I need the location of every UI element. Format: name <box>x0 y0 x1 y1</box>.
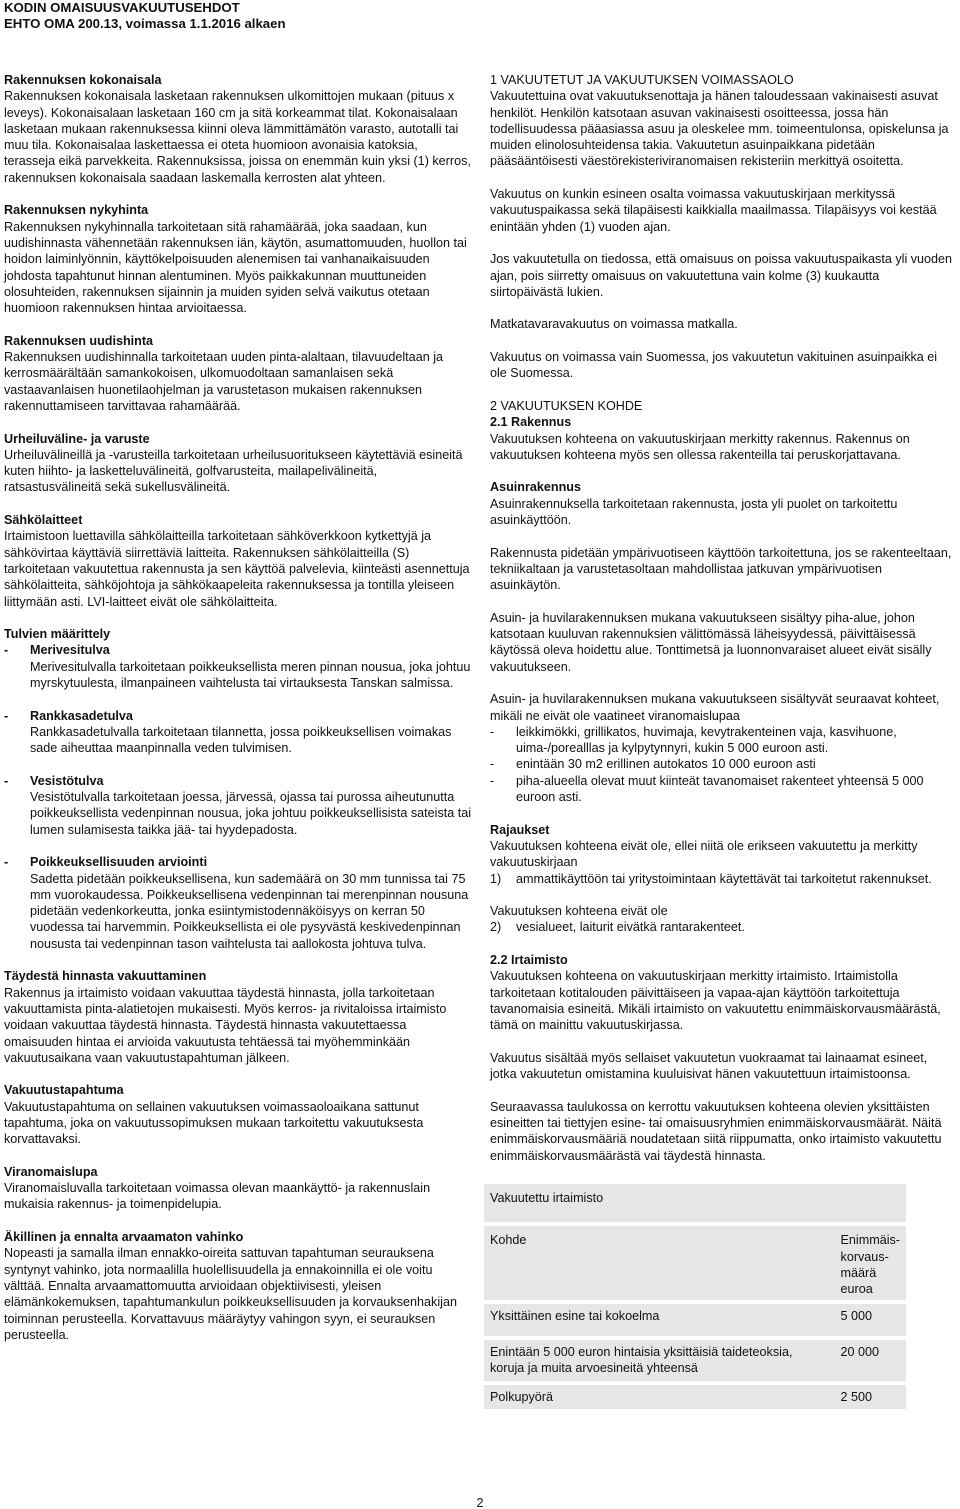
list-item <box>4 642 472 691</box>
section-rajaukset <box>490 822 956 887</box>
dash-marker: - <box>4 855 9 870</box>
list-item <box>4 773 472 838</box>
section-heading: Täydestä hinnasta vakuuttaminen <box>4 969 207 984</box>
section-irtaimisto <box>490 952 956 1033</box>
section-nykyhinta <box>4 202 472 316</box>
section-heading: Rakennuksen kokonaisala <box>4 73 162 87</box>
section-heading: Rakennuksen nykyhinta <box>4 203 149 218</box>
section-heading: Tulvien määrittely <box>4 627 111 642</box>
section-text: Rakennuksen uudishinnalla tarkoitetaan uuden pinta-alaltaan, tilavuudeltaan ja kerrosmäärältään samankokoisen, ulkomuodoltaan samanlaisen sekä vastaavanlaisen huonetilaohjelman ja varustetason mukaisen rakennuksen rakennuttamiseen tarvittavaa rahamäärää. <box>4 350 443 413</box>
paragraph: Jos vakuutetulla on tiedossa, että omaisuus on poissa vakuutuspaikasta yli vuoden ajan, pois siirretty omaisuus on vakuutettuna vain kolme (3) kuukautta siirtopäivästä lukien. <box>490 252 953 299</box>
section-text: Vakuutettuina ovat vakuutuksenottaja ja hänen taloudessaan vakinaisesti asuvat henkilöt. Henkilön katsotaan asuvan vakinaisesti osoitteessa, jossa hän todellisuudessa pääasiassa asuu ja oleskelee mm. toimeentulonsa, opiskelunsa ja muiden elinolosuhteidensa takia. Vakuutetun asuinpaikkana pidetään pääsääntöisesti väestörekisteriviranomaisen rekisteriin merkittyä osoitetta. <box>490 89 949 169</box>
section-text: Vakuutuksen kohteena eivät ole, ellei niitä ole erikseen vakuutettu ja merkitty vakuutuskirjaan <box>490 838 918 870</box>
section-heading: Urheiluväline- ja varuste <box>4 431 150 446</box>
list-number: 1) <box>490 871 502 886</box>
subsection-heading: 2.1 Rakennus <box>490 415 572 430</box>
dash-marker: - <box>4 643 9 658</box>
paragraph: Vakuutus on voimassa vain Suomessa, jos vakuutetun vakituinen asuinpaikka ei ole Suomessa. <box>490 350 938 381</box>
item-text: Rankkasadetulvalla tarkoitetaan tilannetta, jossa poikkeuksellisen voimakas sade aiheuttaa maanpinnalla veden tulvimisen. <box>30 724 452 756</box>
item-text: piha-alueella olevat muut kiinteät tavanomaiset rakenteet yhteensä 5 000 euroon asti. <box>516 773 924 805</box>
list-item <box>4 708 472 757</box>
document-header <box>4 0 286 31</box>
section-vakuutustapahtuma <box>4 1082 472 1147</box>
section-kohteet <box>490 691 956 805</box>
section-uudishinta <box>4 333 472 414</box>
section-heading: Viranomaislupa <box>4 1164 98 1179</box>
item-text: Vesistötulvalla tarkoitetaan joessa, järvessä, ojassa tai purossa aiheutunutta poikkeuksellista vedenpinnan nousua, joka johtuu poikkeuksellisista sateista tai lumen sulamisesta taikka jää- tai hyydepadosta. <box>30 790 472 837</box>
dash-marker: - <box>4 708 9 723</box>
list-number: 2) <box>490 920 502 935</box>
list-item <box>490 756 956 772</box>
paragraph: Asuin- ja huvilarakennuksen mukana vakuutukseen sisältyy piha-alue, johon katsotaan kuuluvan rakennuksien välittömässä läheisyydessä, päivittäisessä käytössä oleva hoidettu alue. Tonttimetsä ja luonnonvaraiset alueet eivät sisälly vakuutukseen. <box>490 610 932 674</box>
section-akillinen <box>4 1229 472 1343</box>
dash-marker: - <box>490 773 495 788</box>
section-text: Rakennus ja irtaimisto voidaan vakuuttaa täydestä hinnasta, jolla tarkoitetaan vakuuttamista pinta-alatietojen mukaisesti. Myös kerros- ja rivitaloissa irtaimisto voidaan vakuuttaa täydestä hinnasta. Täydestä hinnasta vakuutettaessa omaisuuden hintaa ei arvioida vakuutusta tehtäessä tai myöhemminkään vakuutusaikana vaan vakuutustapahtuman jälkeen. <box>4 985 447 1065</box>
section-kokonaisala <box>4 72 472 186</box>
section-heading: Rajaukset <box>490 822 550 837</box>
section-text: Nopeasti ja samalla ilman ennakko-oireita sattuvan tapahtuman seurauksena syntynyt vahinko, jota normaalilla huolellisuudella ja ennakoinnilla ei ole voitu välttää. Ennalta arvaamattomuutta arvioidaan objektiivisesti, yleisen elämänkokemuksen, tapahtumankulun poikkeuksellisuuden ja korvauksenhakijan toiminnan perusteella. Korvattavuus määräytyy vahingon syyn, ei seurauksen perusteella. <box>4 1246 457 1342</box>
table-title: Vakuutettu irtaimisto <box>484 1184 906 1222</box>
table-cell-value: 2 500 <box>835 1385 906 1409</box>
section-kohde <box>490 398 956 463</box>
paragraph: Seuraavassa taulukossa on kerrottu vakuutuksen kohteena olevien yksittäisten esineitten tai tiettyjen esine- tai omaisuusryhmien enimmäiskorvausmäärät. Näitä enimmäiskorvausmääriä noudatetaan siitä riippumatta, onko irtaimisto vakuutettu enimmäiskorvausmäärästä vai täydestä hinnasta. <box>490 1099 942 1163</box>
section-tulvat <box>4 626 472 952</box>
paragraph: Vakuutus on kunkin esineen osalta voimassa vakuutuskirjaan merkityssä vakuutuspaikassa sekä tilapäisesti kaikkialla maailmassa. Tilapäisyys voi kestää enintään yhden (1) vuoden ajan. <box>490 187 937 234</box>
list-item <box>490 919 956 935</box>
section-vakuutetut <box>490 72 956 170</box>
item-text: ammattikäyttöön tai yritystoimintaan käytettävät tai tarkoitetut rakennukset. <box>516 871 932 886</box>
section-text: Asuinrakennuksella tarkoitetaan rakennusta, josta yli puolet on tarkoitettu asuinkäyttöön. <box>490 496 898 528</box>
list-item <box>490 773 956 806</box>
table-cell-label: Enintään 5 000 euron hintaisia yksittäisiä taideteoksia, koruja ja muita arvoesineitä yhteensä <box>484 1340 835 1381</box>
section-heading: 2 VAKUUTUKSEN KOHDE <box>490 398 643 413</box>
section-text: Urheiluvälineillä ja -varusteilla tarkoitetaan urheilusuoritukseen käytettäviä esineitä kuten hiihto- ja lasketteluvälineitä, golfvarusteita, mailapelivälineitä, ratsastusvälineitä sekä sukellusvälineitä. <box>4 447 463 495</box>
section-text: Rakennuksen kokonaisala lasketaan rakennuksen ulkomittojen mukaan (pituus x leveys). Kokonaisalaan lasketaan 160 cm ja sitä korkeammat tilat. Kokonaisalaan lasketaan mukaan rakennuksessa kiinni oleva lämmittämätön varasto, autotalli tai muu tila. Kokonaisalaa laskettaessa ei oteta huomioon avonaisia katoksia, terasseja eikä parvekkeita. Rakennuksissa, joissa on enemmän kuin yksi (1) kerros, rakennuksen kokonaisala saadaan laskemalla kerrosten alat yhteen. <box>4 89 471 185</box>
column-header-enimmaiskorvaus: Enimmäis-korvaus-määrä euroa <box>835 1226 906 1299</box>
dash-marker: - <box>4 773 9 788</box>
table-header-row <box>484 1226 906 1299</box>
section-taydesta <box>4 968 472 1066</box>
item-text: leikkimökki, grillikatos, huvimaja, kevytrakenteinen vaja, kasvihuone, uima-/porealllas ja kylpytynnyri, kukin 5 000 euroon asti. <box>516 724 897 756</box>
section-text: Irtaimistoon luettavilla sähkölaitteilla tarkoitetaan sähköverkkoon kytkettyjä ja sähkövirtaa käyttäviä siirrettäviä laitteita. Rakennuksen sähkölaitteilla (S) tarkoitetaan vakuutettua rakennusta ja sen käyttöä palvelevia, kiinteästi asennettuja sähkölaitteita, sähköjohtoja ja sähkökaapeleita rakennuksessa ja tontilla yleiseen liittymään asti. LVI-laitteet eivät ole sähkölaitteita. <box>4 529 470 609</box>
list-item <box>4 854 472 952</box>
item-title: Poikkeuksellisuuden arviointi <box>30 855 208 870</box>
document-subtitle: EHTO OMA 200.13, voimassa 1.1.2016 alkaen <box>4 15 286 31</box>
section-heading: Äkillinen ja ennalta arvaamaton vahinko <box>4 1230 244 1245</box>
table-row <box>484 1304 906 1336</box>
section-text: Viranomaisluvalla tarkoitetaan voimassa olevan maankäyttö- ja rakennuslain mukaisia rakennus- ja toimenpidelupia. <box>4 1181 431 1212</box>
section-text: Vakuutuksen kohteena on vakuutuskirjaan merkitty irtaimisto. Irtaimistolla tarkoitetaan kotitalouden päivittäiseen ja vapaa-ajan käyttöön tarkoitettuja tavanomaisia esineitä. Mikäli irtaimisto on vakuutettu enimmäiskorvausmäärästä, tämä on mainittu vakuutuskirjassa. <box>490 969 941 1033</box>
section-heading: Rakennuksen uudishinta <box>4 333 154 348</box>
dash-marker: - <box>490 724 495 739</box>
section-heading: Vakuutustapahtuma <box>4 1083 124 1098</box>
left-column <box>4 72 472 1359</box>
item-text: enintään 30 m2 erillinen autokatos 10 000 euroon asti <box>516 757 816 772</box>
section-heading: Asuinrakennus <box>490 480 581 495</box>
column-header-kohde: Kohde <box>484 1226 835 1299</box>
irtaimisto-table <box>484 1180 906 1413</box>
item-text: Sadetta pidetään poikkeuksellisena, kun sademäärä on 30 mm tunnissa tai 75 mm vuorokaudessa. Poikkeuksellisena vedenpinnan tai merenpinnan nousuna pidetään vedenkorkeutta, jonka esiintymistodennäköisyys on kerran 50 vuodessa tai harvemmin. Poikkeuksellista ei ole pysyvästä keskivedenpinnan noususta tai vedenpinnan tason vaihtelusta tai aallokosta johtuva tulva. <box>30 871 469 951</box>
section-text: Vakuutuksen kohteena eivät ole <box>490 904 668 919</box>
item-text: vesialueet, laiturit eivätkä rantarakenteet. <box>516 920 745 935</box>
list-item <box>490 724 956 757</box>
item-text: Merivesitulvalla tarkoitetaan poikkeuksellista meren pinnan nousua, joka johtuu myrskytuulesta, ilmanpaineen vaihtelusta tai virtauksesta Tanskan salmissa. <box>30 659 471 690</box>
right-column <box>490 72 956 1413</box>
section-text: Vakuutustapahtuma on sellainen vakuutuksen voimassaoloaikana sattunut tapahtuma, joka on vakuutussopimuksen mukaan tarkoitettu vakuutuksesta korvattavaksi. <box>4 1099 424 1147</box>
section-text: Vakuutuksen kohteena on vakuutuskirjaan merkitty rakennus. Rakennus on vakuutuksen kohteena myös sen ollessa rakenteilla tai peruskorjattavana. <box>490 431 910 462</box>
section-sahko <box>4 512 472 610</box>
paragraph: Asuin- ja huvilarakennuksen mukana vakuutukseen sisältyvät seuraavat kohteet, mikäli ne eivät ole vaatineet viranomaislupaa <box>490 692 940 723</box>
table-row <box>484 1340 906 1381</box>
table-cell-value: 5 000 <box>835 1304 906 1336</box>
section-heading: Sähkölaitteet <box>4 513 83 528</box>
paragraph: Rakennusta pidetään ympärivuotiseen käyttöön tarkoitettuna, jos se rakenteeltaan, tekniikaltaan ja varustetasoltaan mahdollistaa jatkuvan ympärivuotisen asuinkäytön. <box>490 545 952 593</box>
section-text: Rakennuksen nykyhinnalla tarkoitetaan sitä rahamäärää, joka saadaan, kun uudishinnasta vähennetään rakennuksen iän, käytön, asumattomuuden, huollon tai hoidon laiminlyönnin, käyttökelpoisuuden alenemisen tai vanhanaikaisuuden johdosta tapahtunut hinnan alentuminen. Myös paikkakunnan muuttuneiden olosuhteiden, rakennuksen sijainnin ja muiden syiden selvä vaikutus otetaan huomioon rakennuksen hintaa arvioitaessa. <box>4 219 467 316</box>
section-urheilu <box>4 431 472 496</box>
section-heading: 2.2 Irtaimisto <box>490 953 568 968</box>
page-number: 2 <box>476 1496 484 1509</box>
dash-marker: - <box>490 757 495 772</box>
table-cell-label: Polkupyörä <box>484 1385 835 1409</box>
section-heading: 1 VAKUUTETUT JA VAKUUTUKSEN VOIMASSAOLO <box>490 73 794 87</box>
paragraph: Vakuutus sisältää myös sellaiset vakuutetun vuokraamat tai lainaamat esineet, jotka vakuutetun omistamina kuuluisivat hänen vakuutettuun irtaimistoonsa. <box>490 1050 928 1082</box>
list-item <box>490 871 956 887</box>
item-title: Vesistötulva <box>30 773 104 788</box>
table-cell-value: 20 000 <box>835 1340 906 1381</box>
table-cell-label: Yksittäinen esine tai kokoelma <box>484 1304 835 1336</box>
table-row <box>484 1385 906 1409</box>
item-title: Merivesitulva <box>30 643 110 658</box>
table-title-row <box>484 1184 906 1222</box>
document-title: KODIN OMAISUUSVAKUUTUSEHDOT <box>4 0 240 15</box>
item-title: Rankkasadetulva <box>30 708 133 723</box>
section-asuinrakennus <box>490 479 956 528</box>
section-viranomaislupa <box>4 1164 472 1213</box>
paragraph: Matkatavaravakuutus on voimassa matkalla. <box>490 317 738 332</box>
section-rajaukset-2 <box>490 903 956 936</box>
